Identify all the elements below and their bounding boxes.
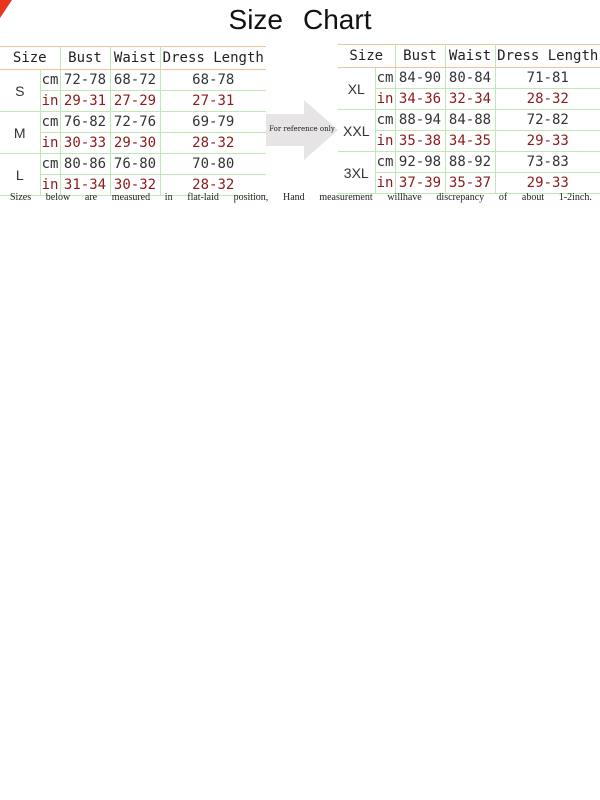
bust-in: 34-36 <box>395 89 445 110</box>
note-word: Hand <box>282 192 305 203</box>
note-word: about <box>521 192 545 203</box>
unit-cm: cm <box>40 70 60 91</box>
bust-in: 30-33 <box>60 133 110 154</box>
size-table-right <box>338 44 600 194</box>
waist-in: 35-37 <box>445 173 495 194</box>
note-word: 1-2inch. <box>558 192 592 203</box>
note-word: below <box>45 192 71 203</box>
unit-cm: cm <box>40 154 60 175</box>
length-cm: 71-81 <box>495 68 600 89</box>
length-in: 28-32 <box>160 133 266 154</box>
note-word: willhave <box>387 192 422 203</box>
length-in: 29-33 <box>495 131 600 152</box>
waist-cm: 68-72 <box>110 70 160 91</box>
title-word-size: Size <box>228 4 283 35</box>
length-cm: 72-82 <box>495 110 600 131</box>
unit-cm: cm <box>40 112 60 133</box>
size-label: M <box>0 112 40 154</box>
bust-in: 31-34 <box>60 175 110 196</box>
waist-in: 27-29 <box>110 91 160 112</box>
waist-cm: 72-76 <box>110 112 160 133</box>
header-waist: Waist <box>445 45 495 68</box>
unit-in: in <box>375 173 395 194</box>
bust-in: 29-31 <box>60 91 110 112</box>
length-in: 27-31 <box>160 91 266 112</box>
unit-cm: cm <box>375 152 395 173</box>
header-dress-length: Dress Length <box>495 45 600 68</box>
size-table-left <box>0 46 266 196</box>
length-cm: 73-83 <box>495 152 600 173</box>
size-label: L <box>0 154 40 196</box>
unit-in: in <box>375 131 395 152</box>
waist-cm: 80-84 <box>445 68 495 89</box>
header-bust: Bust <box>60 47 110 70</box>
waist-in: 30-32 <box>110 175 160 196</box>
note-word: measurement <box>319 192 373 203</box>
bust-cm: 80-86 <box>60 154 110 175</box>
note-word: of <box>498 192 508 203</box>
note-word: flat-laid <box>187 192 219 203</box>
waist-in: 32-34 <box>445 89 495 110</box>
unit-in: in <box>40 175 60 196</box>
bust-cm: 72-78 <box>60 70 110 91</box>
note-word: are <box>84 192 98 203</box>
header-bust: Bust <box>395 45 445 68</box>
unit-in: in <box>40 91 60 112</box>
header-size: Size <box>338 45 395 68</box>
length-in: 28-32 <box>160 175 266 196</box>
length-cm: 68-78 <box>160 70 266 91</box>
waist-cm: 84-88 <box>445 110 495 131</box>
waist-in: 29-30 <box>110 133 160 154</box>
note-word: position, <box>233 192 269 203</box>
bust-in: 37-39 <box>395 173 445 194</box>
bust-cm: 84-90 <box>395 68 445 89</box>
length-in: 28-32 <box>495 89 600 110</box>
unit-cm: cm <box>375 68 395 89</box>
unit-in: in <box>40 133 60 154</box>
header-waist: Waist <box>110 47 160 70</box>
title-word-chart: Chart <box>303 4 372 35</box>
unit-in: in <box>375 89 395 110</box>
note-word: in <box>164 192 173 203</box>
size-label: XXL <box>338 110 375 152</box>
unit-cm: cm <box>375 110 395 131</box>
note-word: Sizes <box>10 192 32 203</box>
size-label: 3XL <box>338 152 375 194</box>
page-title <box>0 4 600 36</box>
note-word: measured <box>111 192 151 203</box>
reference-label: For reference only <box>269 125 335 133</box>
length-in: 29-33 <box>495 173 600 194</box>
measurement-note <box>10 192 592 203</box>
length-cm: 70-80 <box>160 154 266 175</box>
header-dress-length: Dress Length <box>160 47 266 70</box>
size-label: XL <box>338 68 375 110</box>
bust-cm: 76-82 <box>60 112 110 133</box>
waist-in: 34-35 <box>445 131 495 152</box>
note-word: discrepancy <box>436 192 485 203</box>
bust-cm: 88-94 <box>395 110 445 131</box>
header-size: Size <box>0 47 60 70</box>
waist-cm: 88-92 <box>445 152 495 173</box>
size-label: S <box>0 70 40 112</box>
length-cm: 69-79 <box>160 112 266 133</box>
bust-in: 35-38 <box>395 131 445 152</box>
waist-cm: 76-80 <box>110 154 160 175</box>
bust-cm: 92-98 <box>395 152 445 173</box>
